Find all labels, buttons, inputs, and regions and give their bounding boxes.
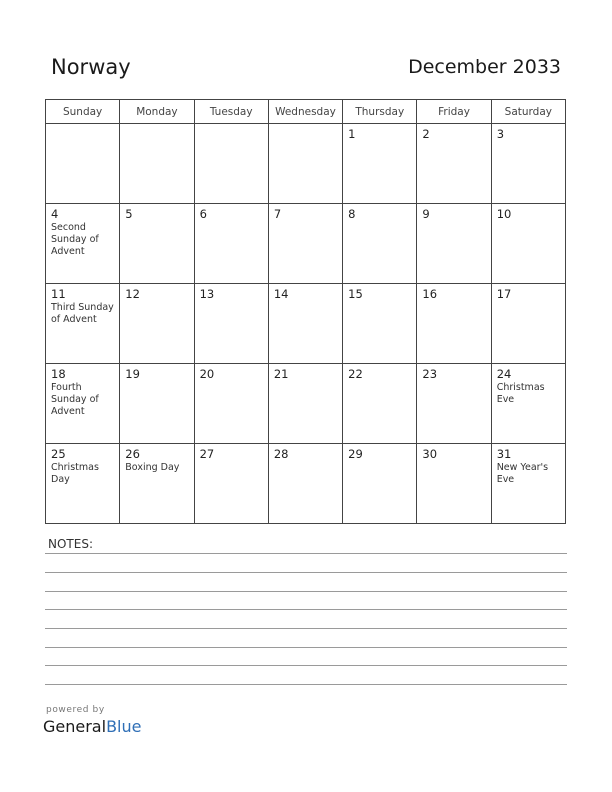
day-cell	[46, 204, 120, 284]
holiday-label: Christmas Day	[51, 462, 99, 485]
calendar-week-row	[46, 284, 566, 364]
day-cell	[343, 124, 417, 204]
day-cell	[417, 124, 491, 204]
day-number: 13	[199, 287, 215, 301]
notes-line	[45, 572, 567, 573]
calendar-country-title: Norway	[51, 55, 131, 79]
notes-line	[45, 609, 567, 610]
calendar-month-title: December 2033	[408, 56, 561, 78]
day-number: 7	[273, 207, 282, 221]
day-number: 9	[422, 207, 430, 221]
day-cell	[120, 284, 194, 364]
day-number: 12	[125, 287, 140, 301]
day-cell	[491, 364, 565, 444]
day-cell	[120, 444, 194, 524]
day-number: 20	[199, 367, 215, 381]
notes-line	[45, 628, 567, 629]
day-number: 15	[348, 287, 363, 301]
day-number: 23	[422, 367, 438, 381]
day-cell	[491, 444, 565, 524]
day-cell	[268, 284, 342, 364]
day-number: 19	[125, 367, 140, 381]
day-cell	[120, 364, 194, 444]
notes-line	[45, 684, 567, 685]
day-cell	[194, 124, 268, 204]
day-number: 1	[348, 127, 356, 141]
day-number: 28	[273, 447, 289, 461]
weekday-header: Tuesday	[194, 100, 268, 124]
day-number: 8	[348, 207, 356, 221]
logo-text-general: General	[43, 717, 107, 736]
day-number: 4	[51, 207, 59, 221]
day-cell	[491, 284, 565, 364]
day-number: 26	[125, 447, 140, 461]
calendar-grid	[45, 99, 566, 524]
weekday-header: Saturday	[491, 100, 565, 124]
weekday-header: Monday	[120, 100, 194, 124]
day-cell	[46, 364, 120, 444]
day-number: 17	[496, 287, 512, 301]
calendar-week-row	[46, 124, 566, 204]
day-number: 24	[496, 367, 512, 381]
holiday-label: Boxing Day	[125, 462, 180, 473]
day-cell	[194, 444, 268, 524]
day-cell	[46, 444, 120, 524]
notes-line	[45, 665, 567, 666]
holiday-label: Christmas Eve	[496, 382, 545, 405]
day-number: 29	[348, 447, 363, 461]
day-number: 10	[496, 207, 512, 221]
day-cell	[343, 284, 417, 364]
logo-text-blue: Blue	[106, 717, 142, 736]
day-cell	[417, 204, 491, 284]
holiday-label: Fourth Sunday of Advent	[51, 382, 99, 417]
weekday-header: Friday	[417, 100, 491, 124]
day-number: 22	[348, 367, 363, 381]
calendar-week-row	[46, 444, 566, 524]
day-number: 11	[51, 287, 66, 301]
day-cell	[268, 204, 342, 284]
day-cell	[417, 284, 491, 364]
day-cell	[268, 124, 342, 204]
day-cell	[417, 444, 491, 524]
calendar-week-row	[46, 364, 566, 444]
day-number: 6	[199, 207, 207, 221]
day-cell	[343, 204, 417, 284]
day-cell	[343, 364, 417, 444]
day-number: 16	[422, 287, 438, 301]
day-cell	[417, 364, 491, 444]
day-number: 21	[273, 367, 289, 381]
powered-by-text: powered by	[46, 705, 105, 715]
weekday-header-row	[46, 100, 566, 124]
weekday-header: Sunday	[46, 100, 120, 124]
notes-line	[45, 553, 567, 554]
weekday-header: Thursday	[343, 100, 417, 124]
notes-line	[45, 647, 567, 648]
day-cell	[268, 364, 342, 444]
notes-line	[45, 591, 567, 592]
calendar-week-row	[46, 204, 566, 284]
day-cell	[194, 204, 268, 284]
generalblue-logo	[43, 717, 141, 736]
day-number: 31	[496, 447, 512, 461]
day-number: 5	[125, 207, 133, 221]
day-cell	[194, 364, 268, 444]
day-cell	[46, 284, 120, 364]
holiday-label: Second Sunday of Advent	[51, 222, 99, 257]
day-number: 18	[51, 367, 66, 381]
day-number: 2	[422, 127, 430, 141]
day-cell	[194, 284, 268, 364]
day-cell	[491, 124, 565, 204]
day-cell	[343, 444, 417, 524]
day-number: 27	[199, 447, 215, 461]
day-cell	[120, 204, 194, 284]
day-number: 25	[51, 447, 66, 461]
holiday-label: Third Sunday of Advent	[51, 302, 114, 325]
day-number: 30	[422, 447, 438, 461]
day-cell	[268, 444, 342, 524]
day-cell	[491, 204, 565, 284]
day-number: 14	[273, 287, 289, 301]
notes-label: NOTES:	[48, 537, 93, 551]
holiday-label: New Year's Eve	[496, 462, 549, 485]
day-number: 3	[496, 127, 505, 141]
day-cell	[46, 124, 120, 204]
day-cell	[120, 124, 194, 204]
weekday-header: Wednesday	[268, 100, 342, 124]
